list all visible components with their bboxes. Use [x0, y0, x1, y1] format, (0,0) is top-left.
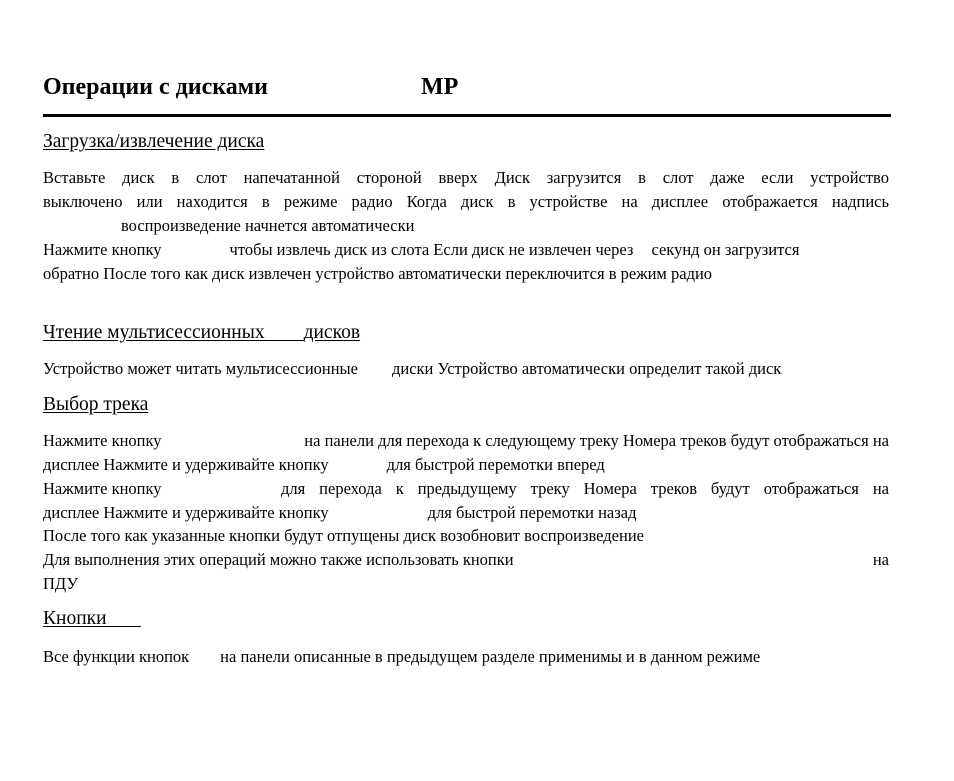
- paragraph-line: [43, 358, 781, 380]
- text-fragment: для быстрой перемотки вперед: [386, 455, 605, 474]
- text-fragment: для перехода к предыдущему треку Номера треков будут отображаться на: [281, 479, 889, 498]
- text-fragment: на: [872, 550, 889, 569]
- page-title: Операции с дисками: [43, 74, 268, 100]
- text-fragment: дисплее Нажмите и удерживайте кнопку: [43, 455, 329, 474]
- paragraph-line: [43, 502, 636, 524]
- paragraph-line: [43, 478, 889, 500]
- text-fragment: Для выполнения этих операций можно также использовать кнопки: [43, 550, 514, 569]
- text-fragment: на панели описанные в предыдущем разделе применимы и в данном режиме: [220, 647, 761, 666]
- heading-fragment: Кнопки: [43, 608, 107, 629]
- text-fragment: Нажмите кнопку: [43, 431, 162, 450]
- text-fragment: Устройство может читать мультисессионные: [43, 359, 358, 378]
- text-fragment: диски Устройство автоматически определит такой диск: [391, 359, 782, 378]
- section-heading-multisession: [43, 322, 360, 344]
- text-fragment: на панели для перехода к следующему треку Номера треков будут отображаться на: [304, 431, 889, 450]
- text-fragment: для быстрой перемотки назад: [427, 503, 637, 522]
- heading-fragment: Чтение мультисессионных: [43, 322, 265, 343]
- page-title-code: MP: [421, 74, 459, 100]
- page-header: [43, 74, 891, 108]
- paragraph-line: После того как указанные кнопки будут отпущены диск возобновит воспроизведение: [43, 526, 644, 545]
- text-fragment: дисплее Нажмите и удерживайте кнопку: [43, 503, 329, 522]
- section-heading-buttons: [43, 608, 141, 630]
- paragraph-line: обратно После того как диск извлечен устройство автоматически переключится в режим радио: [43, 264, 713, 283]
- paragraph-line: воспроизведение начнется автоматически: [121, 216, 415, 235]
- section-heading-track: Выбор трека: [43, 394, 149, 415]
- section-heading-load: Загрузка/извлечение диска: [43, 131, 265, 152]
- text-fragment: Нажмите кнопку: [43, 479, 162, 498]
- title-divider: [43, 114, 891, 117]
- text-fragment: Все функции кнопок: [43, 647, 190, 666]
- paragraph-line: [43, 430, 889, 452]
- text-fragment: секунд он загрузится: [651, 240, 800, 259]
- paragraph-line: [43, 239, 799, 261]
- text-fragment: Нажмите кнопку: [43, 240, 162, 259]
- text-fragment: чтобы извлечь диск из слота Если диск не извлечен через: [229, 240, 634, 259]
- paragraph-line: выключено или находится в режиме радио Когда диск в устройстве на дисплее отображается надпись: [43, 192, 889, 211]
- heading-fragment: дисков: [303, 322, 361, 343]
- paragraph-line: Вставьте диск в слот напечатанной стороной вверх Диск загрузится в слот даже если устройство: [43, 168, 889, 187]
- paragraph-line: ПДУ: [43, 574, 79, 593]
- paragraph-line: [43, 549, 889, 571]
- paragraph-line: [43, 646, 760, 668]
- paragraph-line: [43, 454, 605, 476]
